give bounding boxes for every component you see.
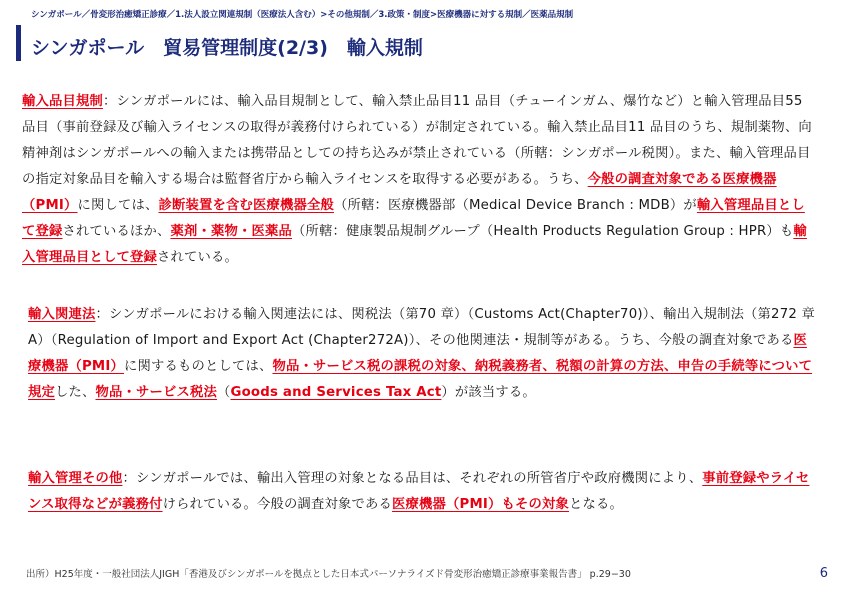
source-citation: 出所）H25年度・一般社団法人JIGH「香港及びシンガポールを拠点とした日本式パーソナライズド骨変形治癒矯正診療事業報告書」 p.29−30 [26, 569, 631, 580]
heading-import-item-regulation: 輸入品目規制 [22, 94, 103, 109]
page-number: 6 [819, 566, 828, 581]
highlight-pharmaceuticals: 薬剤・薬物・医薬品 [170, 224, 292, 239]
heading-import-related-law: 輸入関連法 [28, 307, 96, 322]
text-segment: けられている。今般の調査対象である [162, 497, 393, 512]
highlight-pmi: 医療機器（PMI） [28, 333, 807, 374]
text-segment: に関しては、 [77, 198, 159, 213]
heading-import-control-other: 輸入管理その他 [28, 471, 123, 486]
text-segment: （所轄：医療機器部（Medical Device Branch : MDB）が [333, 198, 697, 213]
text-segment: した、 [55, 385, 96, 400]
highlight-registered-item: 輸入管理品目として登録 [22, 224, 807, 265]
highlight-pmi-covered: 医療機器（PMI）もその対象 [392, 497, 570, 512]
text-segment: に関するものとしては、 [124, 359, 273, 374]
paragraph-import-related-law [28, 302, 816, 406]
title-accent-bar [16, 25, 21, 61]
text-segment: ：シンガポールでは、輸出入管理の対象となる品目は、それぞれの所管省庁や政府機関により、 [122, 471, 703, 486]
highlight-gst-provisions: 物品・サービス税の課税の対象、納税義務者、税額の計算の方法、申告の手続等について規定 [28, 359, 813, 400]
breadcrumb: シンガポール／骨変形治癒矯正診療／1.法人設立関連規制（医療法人含む）>その他規制／3.政策・制度>医療機器に対する規制／医薬品規制 [31, 10, 574, 20]
highlight-registered-item: 輸入管理品目として登録 [22, 198, 805, 239]
highlight-prior-registration: 事前登録やライセンス取得などが義務付 [28, 471, 810, 512]
paragraph-import-item-regulation [22, 89, 812, 271]
text-segment: されているほか、 [62, 224, 171, 239]
highlight-pmi-target: 今般の調査対象である医療機器（PMI） [22, 172, 777, 213]
text-segment: ：シンガポールにおける輸入関連法には、関税法（第70 章）（Customs Act(Chapter70)）、輸出入規制法（第272 章A）（Regulation of Import and Export Act (Chapter272A)）、その他関連法・規制等がある。うち、今般の調査対象である [28, 307, 815, 348]
highlight-gst-law: 物品・サービス税法 [95, 385, 217, 400]
text-segment: ）が該当する。 [441, 385, 536, 400]
text-segment: （ [216, 385, 231, 400]
text-segment: （所轄：健康製品規制グループ（Health Products Regulation Group : HPR）も [291, 224, 794, 239]
text-segment: されている。 [156, 250, 238, 265]
highlight-gst-act: Goods and Services Tax Act [230, 385, 442, 400]
highlight-medical-devices: 診断装置を含む医療機器全般 [158, 198, 334, 213]
text-segment: となる。 [569, 497, 624, 512]
paragraph-import-control-other [28, 466, 814, 518]
text-segment: ：シンガポールには、輸入品目規制として、輸入禁止品目11 品目（チューインガム、爆竹など）と輸入管理品目55 品目（事前登録及び輸入ライセンスの取得が義務付けられている）が制定されている。輸入禁止品目11 品目のうち、規制薬物、向精神剤はシンガポールへの輸入または携帯品としての持ち込みが禁止されている（所轄：シンガポール税関）。また、輸入管理品目の指定対象品目を輸入する場合は監督省庁から輸入ライセンスを取得する必要がある。うち、 [22, 94, 812, 187]
page-title: シンガポール 貿易管理制度(2/3) 輸入規制 [31, 37, 423, 59]
